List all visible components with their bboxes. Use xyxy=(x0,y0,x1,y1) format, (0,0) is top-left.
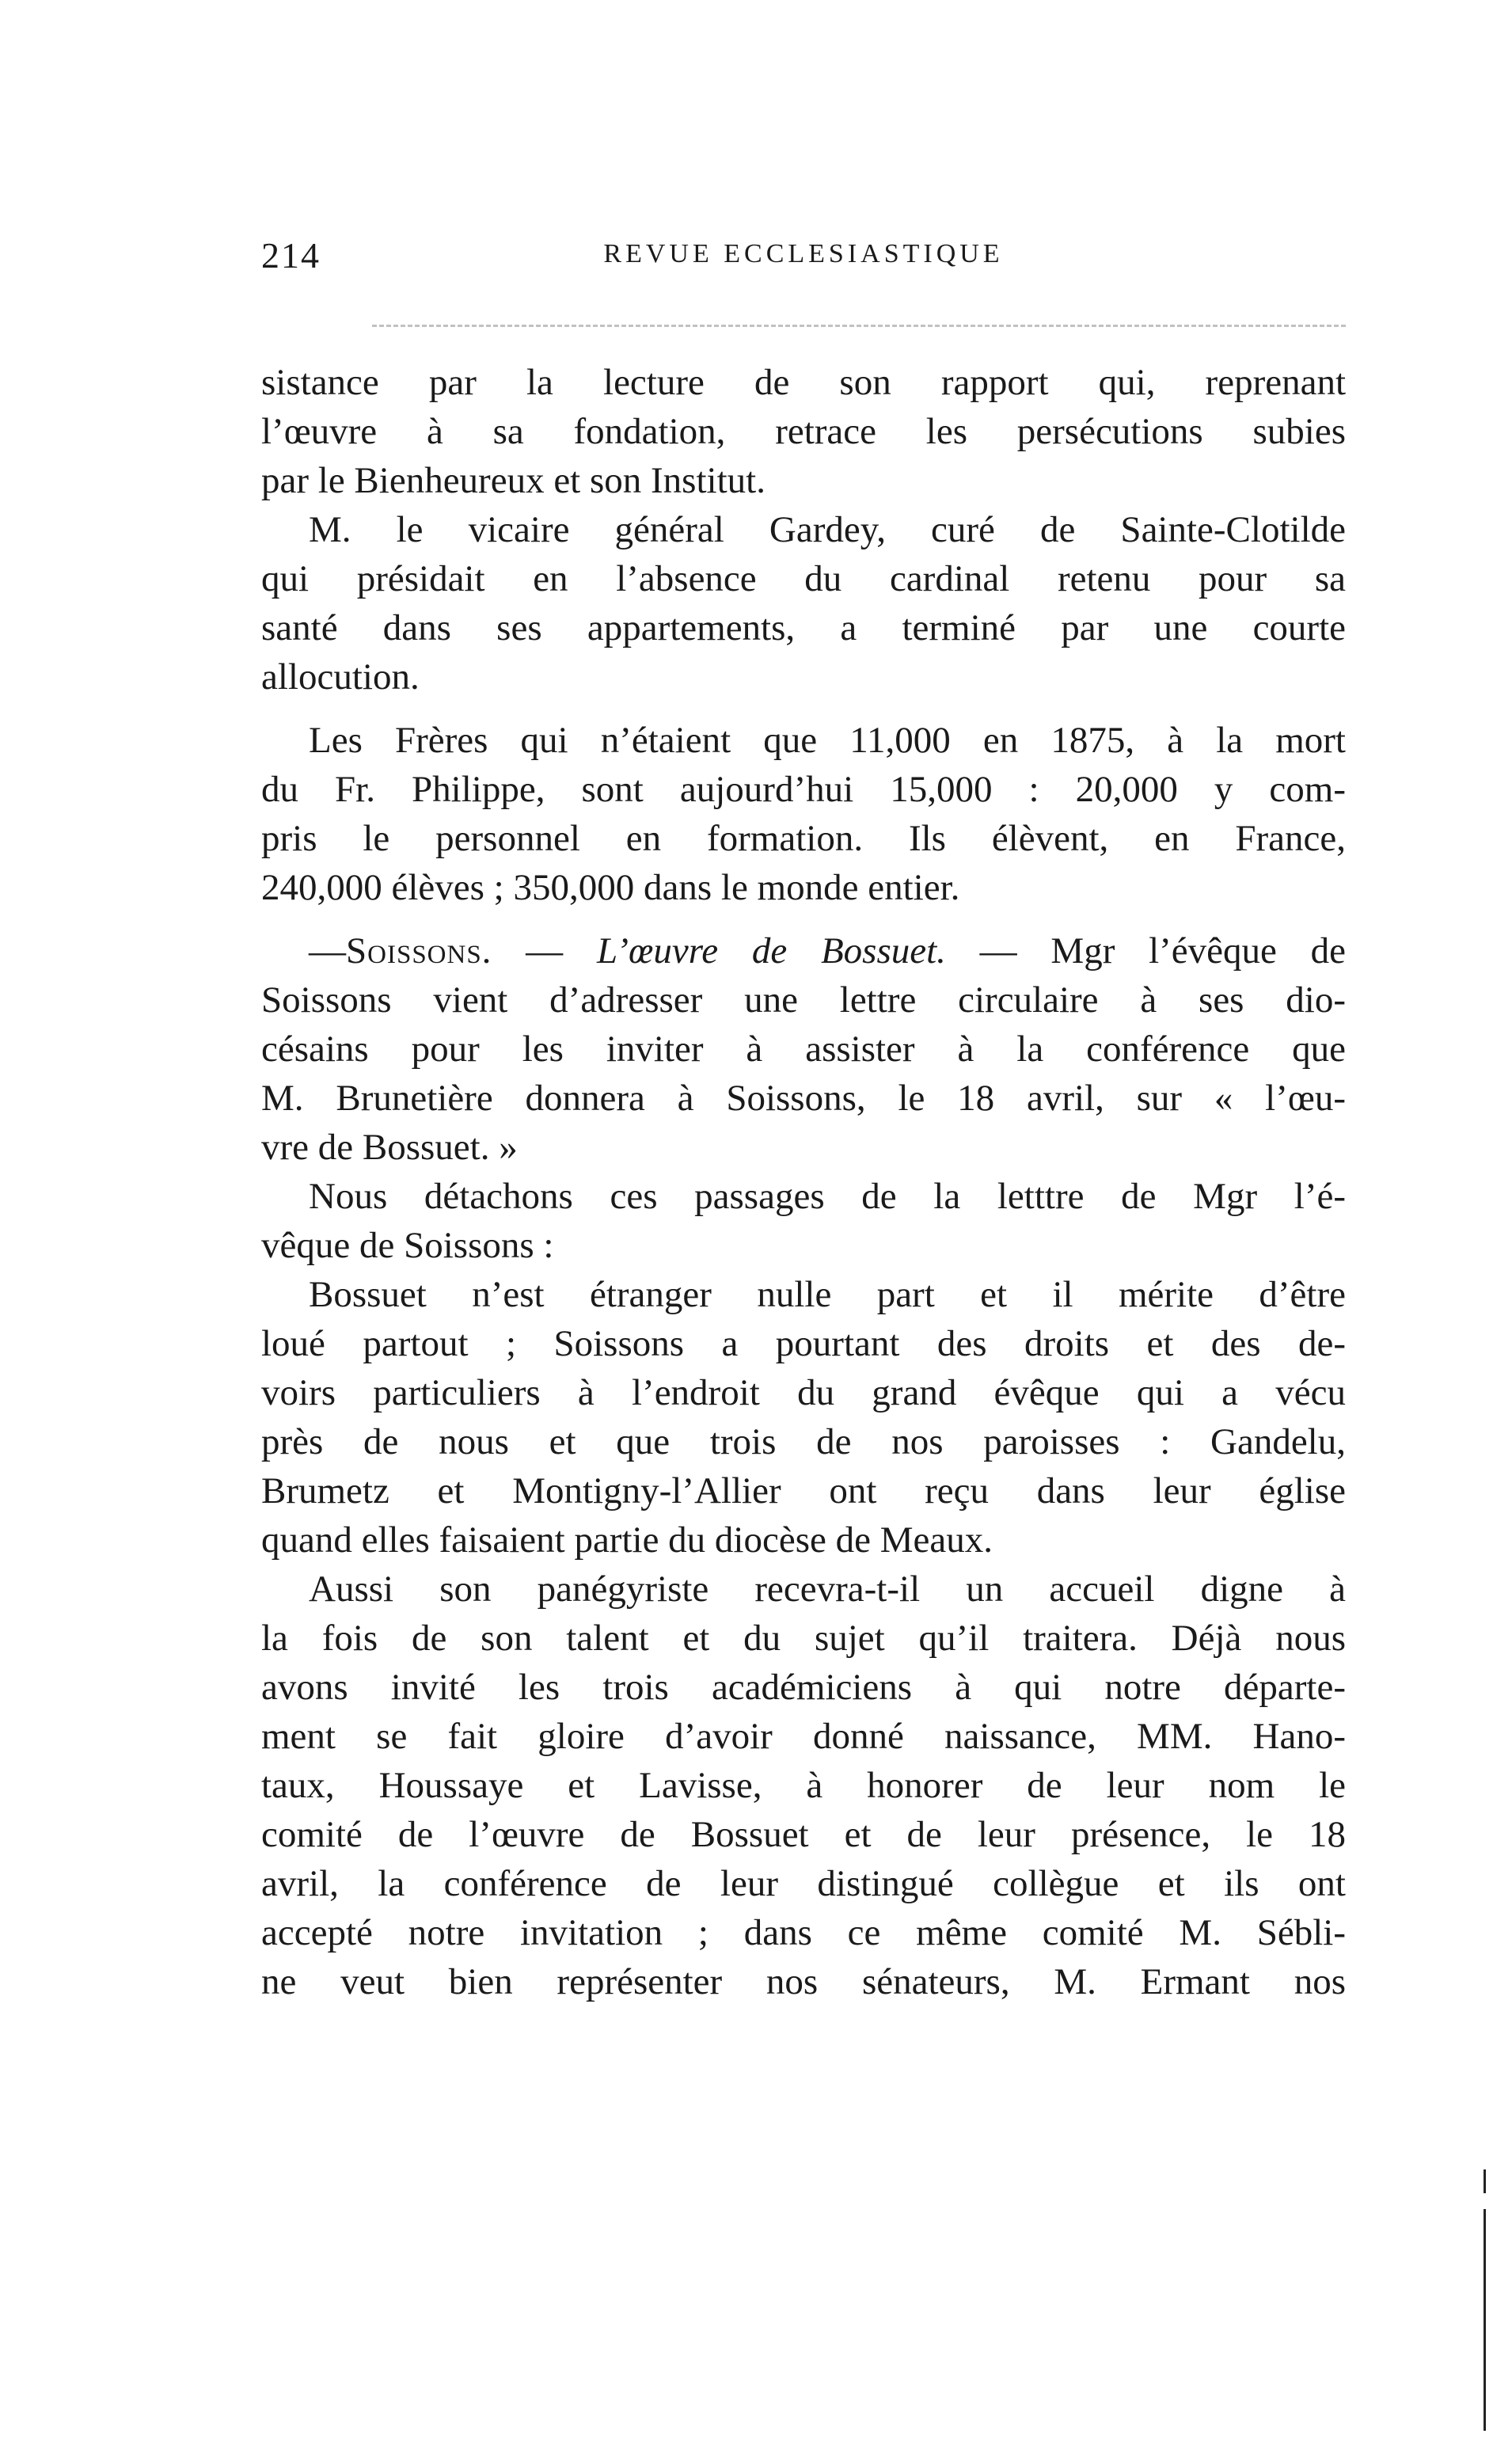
text-line: ne veut bien représenter nos sénateurs, M. Ermant nos xyxy=(261,1961,1346,2002)
paragraph-soissons xyxy=(261,926,1346,1172)
journal-title: REVUE ECCLESIASTIQUE xyxy=(603,239,1004,268)
text-line: qui présidait en l’absence du cardinal retenu pour sa xyxy=(261,558,1346,599)
section-subject: L’œuvre de Bossuet. xyxy=(596,930,946,972)
text-line: du Fr. Philippe, sont aujourd’hui 15,000 : 20,000 y com- xyxy=(261,769,1346,810)
text-line xyxy=(261,926,1346,975)
header-rule xyxy=(372,325,1346,327)
text-line: Les Frères qui n’étaient que 11,000 en 1875, à la mort xyxy=(309,720,1346,761)
text-line: 240,000 élèves ; 350,000 dans le monde entier. xyxy=(261,867,960,908)
line-rest: — Mgr l’évêque de xyxy=(945,930,1347,972)
text-line: comité de l’œuvre de Bossuet et de leur présence, le 18 xyxy=(261,1814,1346,1855)
dash-mid: — xyxy=(492,930,597,972)
scan-edge-mark xyxy=(1484,2169,1486,2193)
paragraph-freres xyxy=(261,716,1346,912)
text-line: Soissons vient d’adresser une lettre circulaire à ses dio- xyxy=(261,979,1346,1021)
place-name: Soissons. xyxy=(346,930,492,972)
running-head xyxy=(261,234,1346,282)
text-line: avons invité les trois académiciens à qui notre départe- xyxy=(261,1667,1346,1708)
text-line: loué partout ; Soissons a pourtant des droits et des de- xyxy=(261,1323,1346,1364)
text-line: M. le vicaire général Gardey, curé de Sainte-Clotilde xyxy=(309,509,1346,550)
text-line: accepté notre invitation ; dans ce même comité M. Sébli- xyxy=(261,1912,1346,1953)
text-line: allocution. xyxy=(261,656,420,698)
text-line: ment se fait gloire d’avoir donné naissance, MM. Hano- xyxy=(261,1716,1346,1757)
text-line: l’œuvre à sa fondation, retrace les persécutions subies xyxy=(261,411,1346,452)
text-line: vêque de Soissons : xyxy=(261,1225,554,1266)
text-line: pris le personnel en formation. Ils élèvent, en France, xyxy=(261,818,1346,859)
paragraph-letter-panegyriste xyxy=(261,1565,1346,2006)
text-line: M. Brunetière donnera à Soissons, le 18 avril, sur « l’œu- xyxy=(261,1078,1346,1119)
text-line: Brumetz et Montigny-l’Allier ont reçu dans leur église xyxy=(261,1470,1346,1511)
paragraph-continuation xyxy=(261,358,1346,505)
text-line: quand elles faisaient partie du diocèse de Meaux. xyxy=(261,1519,993,1561)
page-number: 214 xyxy=(261,235,321,276)
text-line: sistance par la lecture de son rapport qui, reprenant xyxy=(261,362,1346,403)
text-line: taux, Houssaye et Lavisse, à honorer de leur nom le xyxy=(261,1765,1346,1806)
scan-edge-line xyxy=(1484,2209,1486,2431)
paragraph-passages xyxy=(261,1172,1346,1270)
text-line: Nous détachons ces passages de la letttre de Mgr l’é- xyxy=(309,1176,1346,1217)
text-line: près de nous et que trois de nos paroisses : Gandelu, xyxy=(261,1421,1346,1462)
text-line: vre de Bossuet. » xyxy=(261,1127,518,1168)
text-line: Aussi son panégyriste recevra-t-il un accueil digne à xyxy=(309,1569,1346,1610)
text-line: Bossuet n’est étranger nulle part et il mérite d’être xyxy=(309,1274,1346,1315)
text-line: la fois de son talent et du sujet qu’il traitera. Déjà nous xyxy=(261,1618,1346,1659)
text-line: avril, la conférence de leur distingué collègue et ils ont xyxy=(261,1863,1346,1904)
text-line: césains pour les inviter à assister à la conférence que xyxy=(261,1029,1346,1070)
body-text xyxy=(261,358,1346,2006)
paragraph-letter-bossuet xyxy=(261,1270,1346,1565)
paragraph-gardey xyxy=(261,505,1346,702)
dash-lead: — xyxy=(309,930,346,972)
text-line: par le Bienheureux et son Institut. xyxy=(261,460,765,501)
text-line: voirs particuliers à l’endroit du grand évêque qui a vécu xyxy=(261,1372,1346,1413)
text-line: santé dans ses appartements, a terminé par une courte xyxy=(261,607,1346,648)
